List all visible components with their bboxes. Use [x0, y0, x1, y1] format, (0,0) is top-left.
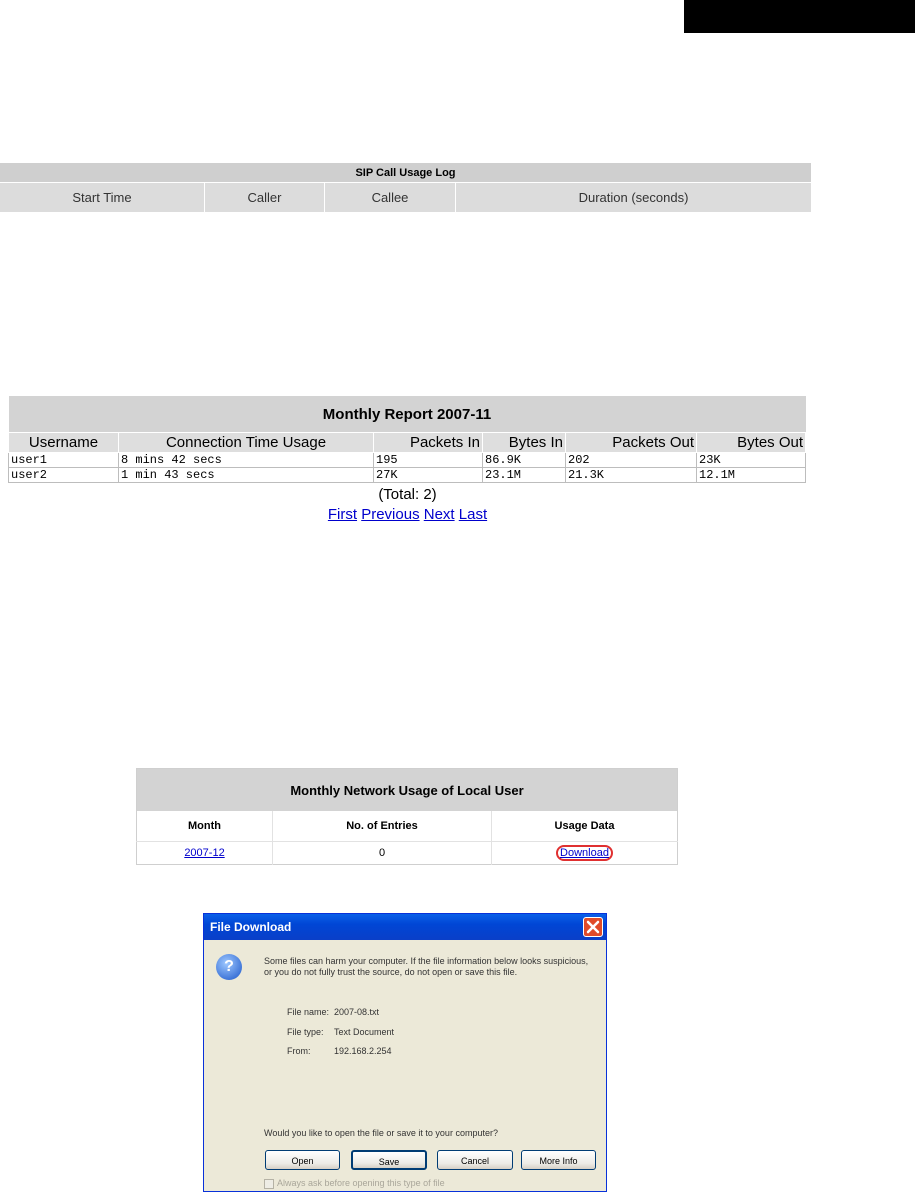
table-row: [9, 453, 806, 468]
corner-block: [684, 0, 915, 33]
previous-page-link[interactable]: Previous: [361, 506, 420, 523]
network-usage-table: [136, 768, 678, 865]
sip-col-caller: Caller: [205, 183, 325, 213]
cancel-button[interactable]: Cancel: [437, 1150, 513, 1170]
col-usage-data: Usage Data: [492, 811, 678, 842]
usage-cell: [492, 842, 678, 865]
cell-packets-in: 195: [374, 453, 483, 468]
sip-log-title: SIP Call Usage Log: [0, 163, 811, 183]
next-page-link[interactable]: Next: [423, 506, 455, 523]
sip-col-start-time: Start Time: [0, 183, 205, 213]
cell-bytes-in: 23.1M: [483, 468, 566, 483]
question-text: Would you like to open the file or save it to your computer?: [264, 1128, 498, 1138]
save-button[interactable]: Save: [351, 1150, 427, 1170]
cell-bytes-out: 23K: [697, 453, 806, 468]
table-row: [137, 842, 678, 865]
month-link[interactable]: 2007-12: [184, 847, 225, 859]
cell-bytes-in: 86.9K: [483, 453, 566, 468]
cell-username: user2: [9, 468, 119, 483]
always-ask-checkbox[interactable]: [264, 1179, 274, 1189]
sip-col-duration: Duration (seconds): [456, 183, 812, 213]
col-bytes-out: Bytes Out: [697, 433, 806, 453]
first-page-link[interactable]: First: [327, 506, 358, 523]
more-info-button[interactable]: More Info: [521, 1150, 596, 1170]
network-usage-title: Monthly Network Usage of Local User: [137, 769, 678, 812]
cell-bytes-out: 12.1M: [697, 468, 806, 483]
col-connection-time: Connection Time Usage: [119, 433, 374, 453]
total-count: (Total: 2): [378, 486, 437, 503]
cell-connection-time: 8 mins 42 secs: [119, 453, 374, 468]
col-packets-in: Packets In: [374, 433, 483, 453]
file-name-label: File name:: [287, 1007, 330, 1017]
dialog-title: File Download: [210, 920, 292, 934]
dialog-titlebar[interactable]: [204, 914, 606, 940]
question-icon: ?: [216, 954, 242, 980]
table-row: [9, 468, 806, 483]
always-ask-label: Always ask before opening this type of file: [277, 1178, 445, 1188]
monthly-report-table: [8, 396, 806, 483]
last-page-link[interactable]: Last: [458, 506, 488, 523]
col-packets-out: Packets Out: [566, 433, 697, 453]
warning-text: Some files can harm your computer. If the file information below looks suspicious, or you do not fully trust the source, do not open or save this file.: [264, 956, 589, 977]
col-month: Month: [137, 811, 273, 842]
monthly-report-title: Monthly Report 2007-11: [9, 396, 806, 433]
cell-connection-time: 1 min 43 secs: [119, 468, 374, 483]
sip-call-usage-log: [0, 163, 811, 212]
month-cell: [137, 842, 273, 865]
always-ask-row: [264, 1178, 445, 1189]
cell-packets-out: 21.3K: [566, 468, 697, 483]
sip-col-callee: Callee: [325, 183, 456, 213]
from-value: 192.168.2.254: [334, 1046, 392, 1056]
file-type-label: File type:: [287, 1027, 324, 1037]
download-link[interactable]: Download: [556, 845, 613, 861]
col-username: Username: [9, 433, 119, 453]
file-name-value: 2007-08.txt: [334, 1007, 380, 1017]
cell-username: user1: [9, 453, 119, 468]
file-type-value: Text Document: [334, 1027, 395, 1037]
entries-cell: 0: [273, 842, 492, 865]
open-button[interactable]: Open: [265, 1150, 340, 1170]
col-entries: No. of Entries: [273, 811, 492, 842]
file-download-dialog: [203, 913, 607, 1192]
cell-packets-out: 202: [566, 453, 697, 468]
close-icon[interactable]: [583, 917, 603, 937]
from-label: From:: [287, 1046, 311, 1056]
pagination: [0, 506, 815, 523]
col-bytes-in: Bytes In: [483, 433, 566, 453]
cell-packets-in: 27K: [374, 468, 483, 483]
